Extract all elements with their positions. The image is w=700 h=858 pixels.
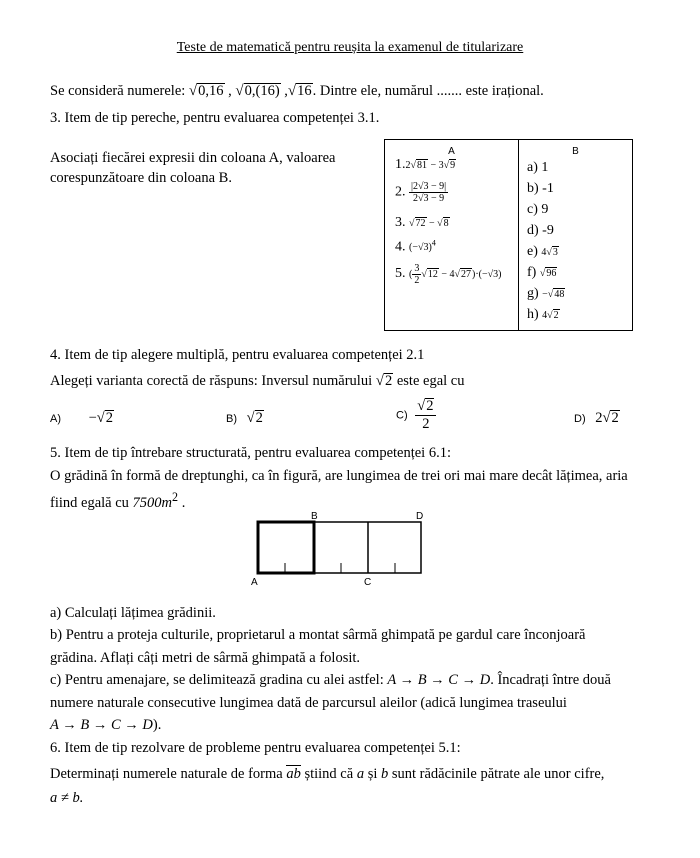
q3-heading: 3. Item de tip pereche, pentru evaluarea competenței 3.1. [50,110,380,126]
column-b-item-g: g) −√48 [527,286,565,301]
q5-part-c-line3: A → B → C → D). [50,717,162,733]
q6-text-line2: a ≠ b. [50,790,84,806]
q3-instruction-line1: Asociați fiecărei expresii din coloana A, valoarea [50,150,336,166]
q2-number-3: 16 [297,83,312,99]
q2-suffix: . Dintre ele, numărul ....... este irațional. [312,83,544,99]
q2-number-2: 0,(16) [244,83,280,99]
q5-part-b-line2: grădina. Aflați câți metri de sârmă ghimpată a folosit. [50,650,361,666]
column-a [385,140,519,331]
q5-part-b-line1: b) Pentru a proteja culturile, proprietarul a montat sârmă ghimpată pe gardul care înconjoară [50,627,586,643]
q5-part-a: a) Calculați lățimea grădinii. [50,605,216,621]
q6-text-line1: Determinați numerele naturale de forma ab știind că a și b sunt rădăcinile pătrate ale unor cifre, [50,766,605,782]
option-a[interactable]: A) −√2 [50,410,114,426]
q5-part-c-line1: c) Pentru amenajare, se delimitează gradina cu alei astfel: A → B → C → D. Încadrați între două [50,672,611,688]
column-b-item-d: d) -9 [527,223,554,238]
column-a-item-3: 3. √72 − √8 [395,215,449,230]
q2-number-1: 0,16 [198,83,224,99]
garden-bold-section [258,522,314,573]
garden-rectangle [258,522,421,573]
garden-figure [245,505,435,587]
column-a-item-1: 1.2√81 − 3√9 [395,157,456,172]
q6-heading: 6. Item de tip rezolvare de probleme pentru evaluarea competenței 5.1: [50,740,461,756]
q4-heading: 4. Item de tip alegere multiplă, pentru evaluarea competenței 2.1 [50,347,425,363]
q5-part-c-line2: numere naturale consecutive lungimea dată de parcursul aleilor (adică lungimea traseului [50,695,567,711]
column-b-item-e: e) 4√3 [527,244,558,259]
column-a-item-2: 2. $\frac{|2√3 - 9|}{2√3 - 9}$ [395,181,447,204]
q5-heading: 5. Item de tip întrebare structurată, pentru evaluarea competenței 6.1: [50,445,451,461]
column-b-item-a: a) 1 [527,160,549,175]
column-b-item-c: c) 9 [527,202,549,217]
q4-question: Alegeți varianta corectă de răspuns: Inversul numărului √2 este egal cu [50,373,465,389]
q5-text-line2: fiind egală cu $7500m^2$ . [50,490,186,511]
q5-text-line1: O grădină în formă de dreptunghi, ca în figură, are lungimea de trei ori mai mare decât lățimea, aria [50,468,628,484]
point-label-b: B [311,511,318,522]
point-label-d: D [416,511,424,522]
page-title: Teste de matematică pentru reușita la examenul de titularizare [176,40,524,55]
column-b [519,140,633,331]
point-label-a: A [251,577,258,587]
q3-instruction-line2: corespunzătoare din coloana B. [50,170,232,186]
q2-prefix: Se consideră numerele: [50,83,186,99]
q2-line: Se consideră numerele: √0,16 , √0,(16) ,√16. Dintre ele, numărul ....... este irațional. [50,83,544,99]
column-a-item-5: 5. ( $\frac{3}{2}$ √12 − 4√27)·(−√3) [395,263,502,286]
matching-table [384,139,633,331]
column-b-item-f: f) √96 [527,265,557,280]
option-b[interactable]: B) √2 [226,410,263,426]
column-a-header: A [448,146,455,157]
option-c[interactable]: C) $\frac{√2}{2}$ [396,398,436,433]
column-a-item-4: 4. $(-√3)^4$ [395,239,436,255]
column-b-item-h: h) 4√2 [527,307,559,322]
point-label-c: C [364,577,372,587]
option-d[interactable]: D) 2√2 [574,410,619,426]
column-b-item-b: b) -1 [527,181,554,196]
column-b-header: B [572,146,579,157]
